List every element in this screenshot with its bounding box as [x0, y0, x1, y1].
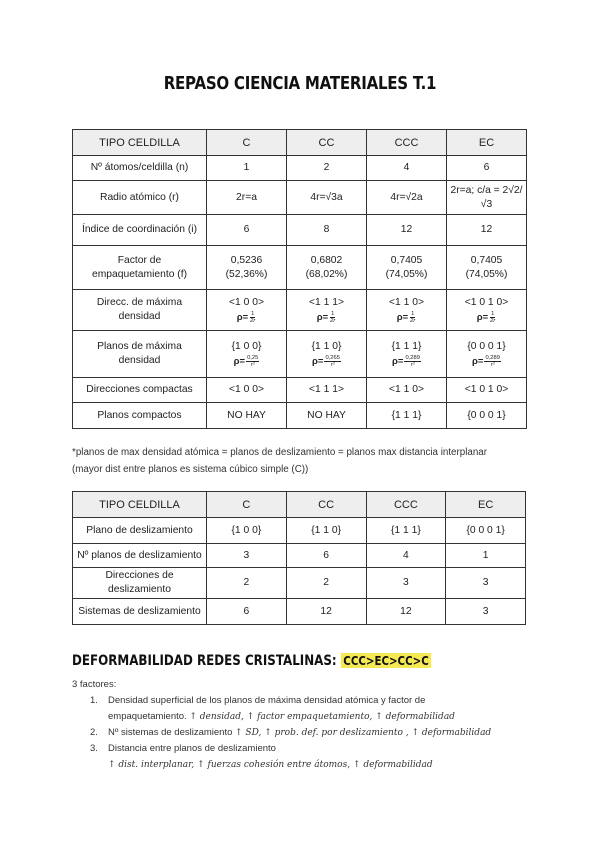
formula-prefix: ρ=: [233, 355, 246, 367]
cell-value: 4r=√2a: [390, 191, 423, 203]
cell-value: {1 1 1}: [391, 409, 422, 421]
table-header-row: [73, 492, 526, 518]
cell-value: 1: [482, 549, 489, 561]
formula-prefix: ρ=: [392, 355, 404, 367]
cell-value: 12: [400, 605, 412, 617]
table-cell: [207, 331, 287, 378]
table-cell: [207, 181, 287, 215]
list-item: [90, 693, 542, 725]
table-cell: [207, 378, 287, 403]
table-row: [73, 403, 527, 429]
cell-value: {0 0 0 1}: [467, 340, 506, 352]
table-cell: [447, 403, 527, 429]
row-label: Plano de deslizamiento: [73, 518, 207, 544]
slip-systems-table: [72, 491, 526, 625]
cell-value: {1 1 1}: [390, 524, 421, 536]
formula-prefix: ρ=: [312, 355, 324, 367]
formula-fraction: [489, 311, 496, 325]
table-row: [73, 181, 527, 215]
cell-value: 6: [483, 162, 490, 173]
formula-fraction: [404, 355, 421, 369]
table-cell: [287, 403, 367, 429]
column-header: C: [207, 130, 287, 156]
table-row: [73, 290, 527, 331]
table-cell: [286, 568, 366, 599]
formula-prefix: ρ=: [316, 311, 329, 323]
list-item-math: ↑ dist. interplanar, ↑ fuerzas cohesión entre átomos, ↑ deformabilidad: [108, 760, 433, 770]
page-title: REPASO CIENCIA MATERIALES T.1: [163, 74, 437, 94]
table-cell: [207, 544, 287, 568]
table-cell: [207, 246, 287, 290]
table-cell: [207, 403, 287, 429]
fraction-numerator: 0,289: [485, 354, 500, 361]
table-cell: [287, 246, 367, 290]
cell-value: {1 0 0}: [231, 524, 262, 536]
table-cell: [447, 181, 527, 215]
table-cell: [287, 331, 367, 378]
formula-fraction: [246, 355, 259, 369]
fraction-denominator: r²: [250, 362, 255, 368]
cell-value: NO HAY: [227, 409, 266, 421]
density-formula: [210, 311, 283, 325]
cell-value: 4: [403, 162, 410, 173]
table-row: [73, 246, 527, 290]
table-cell: [367, 215, 447, 246]
cell-value: 1: [243, 162, 250, 173]
formula-prefix: ρ=: [396, 311, 409, 323]
formula-fraction: [409, 311, 416, 325]
column-header-type: TIPO CELDILLA: [73, 130, 207, 156]
density-formula: [370, 355, 443, 369]
cell-value: 3: [482, 577, 489, 588]
cell-value: 2: [323, 577, 329, 588]
cell-value: {0 0 0 1}: [467, 409, 506, 421]
formula-fraction: [249, 311, 256, 325]
crystal-structures-table: [72, 129, 527, 429]
table-cell: [367, 403, 447, 429]
table-cell: [207, 599, 287, 625]
density-formula: [370, 311, 443, 325]
section-heading: [72, 653, 431, 669]
row-label: Nº planos de deslizamiento: [73, 544, 207, 568]
cell-value: 2: [323, 162, 330, 173]
cell-value: 3: [243, 549, 250, 561]
list-number: 3.: [90, 743, 98, 754]
factors-section: [72, 677, 542, 773]
density-formula: [290, 311, 363, 325]
cell-value: 2r=a: [236, 191, 257, 203]
cell-value: <1 0 0>: [229, 384, 264, 395]
row-label: Planos de máxima densidad: [73, 331, 207, 378]
column-header: CCC: [367, 130, 447, 156]
fraction-numerator: 0,289: [405, 354, 420, 361]
list-item-text: Densidad superficial de los planos de máxima densidad atómica y factor de: [108, 695, 426, 706]
table-row: [73, 544, 526, 568]
cell-value: 3: [403, 577, 409, 588]
table-row: [73, 156, 527, 181]
cell-value: 6: [243, 224, 250, 235]
table-cell: [447, 290, 527, 331]
table-row: [73, 378, 527, 403]
fraction-numerator: 1: [491, 310, 495, 317]
fraction-numerator: 1: [331, 310, 335, 317]
table-cell: [367, 331, 447, 378]
fraction-denominator: r²: [490, 362, 495, 368]
list-item: [90, 725, 542, 741]
list-item-math: ↑ densidad, ↑ factor empaquetamiento, ↑ deformabilidad: [189, 712, 455, 722]
table-cell: [287, 181, 367, 215]
table-cell: [446, 518, 526, 544]
cell-value: 3: [482, 605, 489, 617]
note-line: (mayor dist entre planos es sistema cúbico simple (C)): [72, 464, 309, 475]
column-header: EC: [446, 492, 526, 518]
column-header: C: [207, 492, 287, 518]
cell-value: <1 0 1 0>: [464, 384, 509, 395]
fraction-denominator: 2r: [330, 318, 336, 324]
table-cell: [207, 568, 287, 599]
cell-value: 12: [320, 605, 332, 617]
table-cell: [207, 156, 287, 181]
list-item: [90, 741, 542, 773]
row-label: Planos compactos: [73, 403, 207, 429]
density-formula: [210, 355, 283, 369]
table-cell: [446, 568, 526, 599]
table-cell: [207, 290, 287, 331]
table-cell: [207, 215, 287, 246]
row-label: Índice de coordinación (i): [73, 215, 207, 246]
factors-list: [90, 693, 542, 773]
cell-value: 6: [323, 549, 329, 561]
fraction-numerator: 1: [411, 310, 415, 317]
list-number: 1.: [90, 695, 98, 706]
cell-value: 4: [403, 549, 409, 561]
fraction-numerator: 1: [251, 310, 255, 317]
formula-fraction: [484, 355, 501, 369]
cell-value: 4r=√3a: [310, 191, 343, 203]
table-cell: [447, 215, 527, 246]
table-cell: [287, 156, 367, 181]
table-cell: [366, 568, 446, 599]
list-item-math: ↑ SD, ↑ prob. def. por deslizamiento , ↑ deformabilidad: [235, 728, 492, 738]
note-line: *planos de max densidad atómica = planos de deslizamiento = planos max distancia interplanar: [72, 447, 487, 458]
cell-value: {1 1 1}: [391, 340, 422, 352]
table-cell: [366, 599, 446, 625]
table-row: [73, 518, 526, 544]
table-cell: [287, 290, 367, 331]
cell-value: 0,7405 (74,05%): [385, 254, 428, 280]
table-cell: [447, 378, 527, 403]
formula-prefix: ρ=: [236, 311, 249, 323]
list-number: 2.: [90, 727, 98, 738]
formula-fraction: [329, 311, 336, 325]
cell-value: {1 0 0}: [231, 340, 262, 352]
cell-value: <1 1 0>: [389, 384, 424, 395]
list-item-text: Nº sistemas de deslizamiento: [108, 727, 233, 738]
cell-value: <1 1 0>: [389, 296, 424, 308]
cell-value: <1 1 1>: [309, 296, 344, 308]
table-cell: [446, 544, 526, 568]
deformability-order-highlight: CCC>EC>CC>C: [341, 653, 431, 668]
table-cell: [367, 246, 447, 290]
cell-value: 2r=a; c/a = 2√2/√3: [450, 184, 523, 210]
table-cell: [367, 156, 447, 181]
table-row: [73, 331, 527, 378]
table-cell: [447, 331, 527, 378]
fraction-denominator: r²: [410, 362, 415, 368]
row-label: Factor de empaquetamiento (f): [73, 246, 207, 290]
column-header: CC: [286, 492, 366, 518]
table-header-row: [73, 130, 527, 156]
row-label: Sistemas de deslizamiento: [73, 599, 207, 625]
table-cell: [366, 544, 446, 568]
table-cell: [287, 215, 367, 246]
note: [72, 444, 542, 478]
list-item-text: Distancia entre planos de deslizamiento: [108, 743, 276, 754]
cell-value: <1 0 0>: [229, 296, 264, 308]
density-formula: [450, 355, 523, 369]
cell-value: 0,7405 (74,05%): [465, 254, 508, 280]
fraction-denominator: 2r: [490, 318, 496, 324]
fraction-numerator: 0,25: [247, 354, 259, 361]
formula-prefix: ρ=: [472, 355, 484, 367]
density-formula: [450, 311, 523, 325]
factors-label: 3 factores:: [72, 679, 117, 690]
formula-prefix: ρ=: [476, 311, 489, 323]
table-cell: [367, 181, 447, 215]
row-label: Direcc. de máxima densidad: [73, 290, 207, 331]
table-cell: [367, 378, 447, 403]
column-header: EC: [447, 130, 527, 156]
cell-value: {1 1 0}: [311, 340, 342, 352]
row-label: Direcciones de deslizamiento: [73, 568, 207, 599]
table-cell: [366, 518, 446, 544]
column-header: CC: [287, 130, 367, 156]
table-cell: [446, 599, 526, 625]
table-row: [73, 568, 526, 599]
row-label: Direcciones compactas: [73, 378, 207, 403]
cell-value: 6: [243, 605, 250, 617]
table-row: [73, 215, 527, 246]
table-cell: [286, 599, 366, 625]
row-label: Nº átomos/celdilla (n): [73, 156, 207, 181]
cell-value: 8: [323, 224, 330, 235]
table-cell: [447, 246, 527, 290]
density-formula: [290, 355, 363, 369]
cell-value: {1 1 0}: [311, 524, 342, 536]
cell-value: <1 0 1 0>: [464, 296, 509, 308]
column-header-type: TIPO CELDILLA: [73, 492, 207, 518]
cell-value: NO HAY: [307, 409, 346, 421]
table-cell: [447, 156, 527, 181]
row-label: Radio atómico (r): [73, 181, 207, 215]
table-cell: [367, 290, 447, 331]
fraction-denominator: 2r: [410, 318, 416, 324]
cell-value: 12: [400, 224, 413, 235]
cell-value: 2: [243, 577, 250, 588]
table-row: [73, 599, 526, 625]
fraction-denominator: r²: [330, 362, 335, 368]
section-heading-text: DEFORMABILIDAD REDES CRISTALINAS:: [72, 653, 337, 669]
cell-value: 12: [480, 224, 493, 235]
column-header: CCC: [366, 492, 446, 518]
table-cell: [287, 378, 367, 403]
list-item-text: empaquetamiento.: [108, 711, 187, 722]
cell-value: {0 0 0 1}: [466, 524, 505, 536]
formula-fraction: [324, 355, 341, 369]
table-cell: [286, 544, 366, 568]
fraction-numerator: 0,265: [325, 354, 340, 361]
table-cell: [207, 518, 287, 544]
cell-value: 0,6802 (68,02%): [305, 254, 348, 280]
table-cell: [286, 518, 366, 544]
cell-value: 0,5236 (52,36%): [225, 254, 268, 280]
cell-value: <1 1 1>: [309, 384, 344, 395]
fraction-denominator: 2r: [250, 318, 256, 324]
